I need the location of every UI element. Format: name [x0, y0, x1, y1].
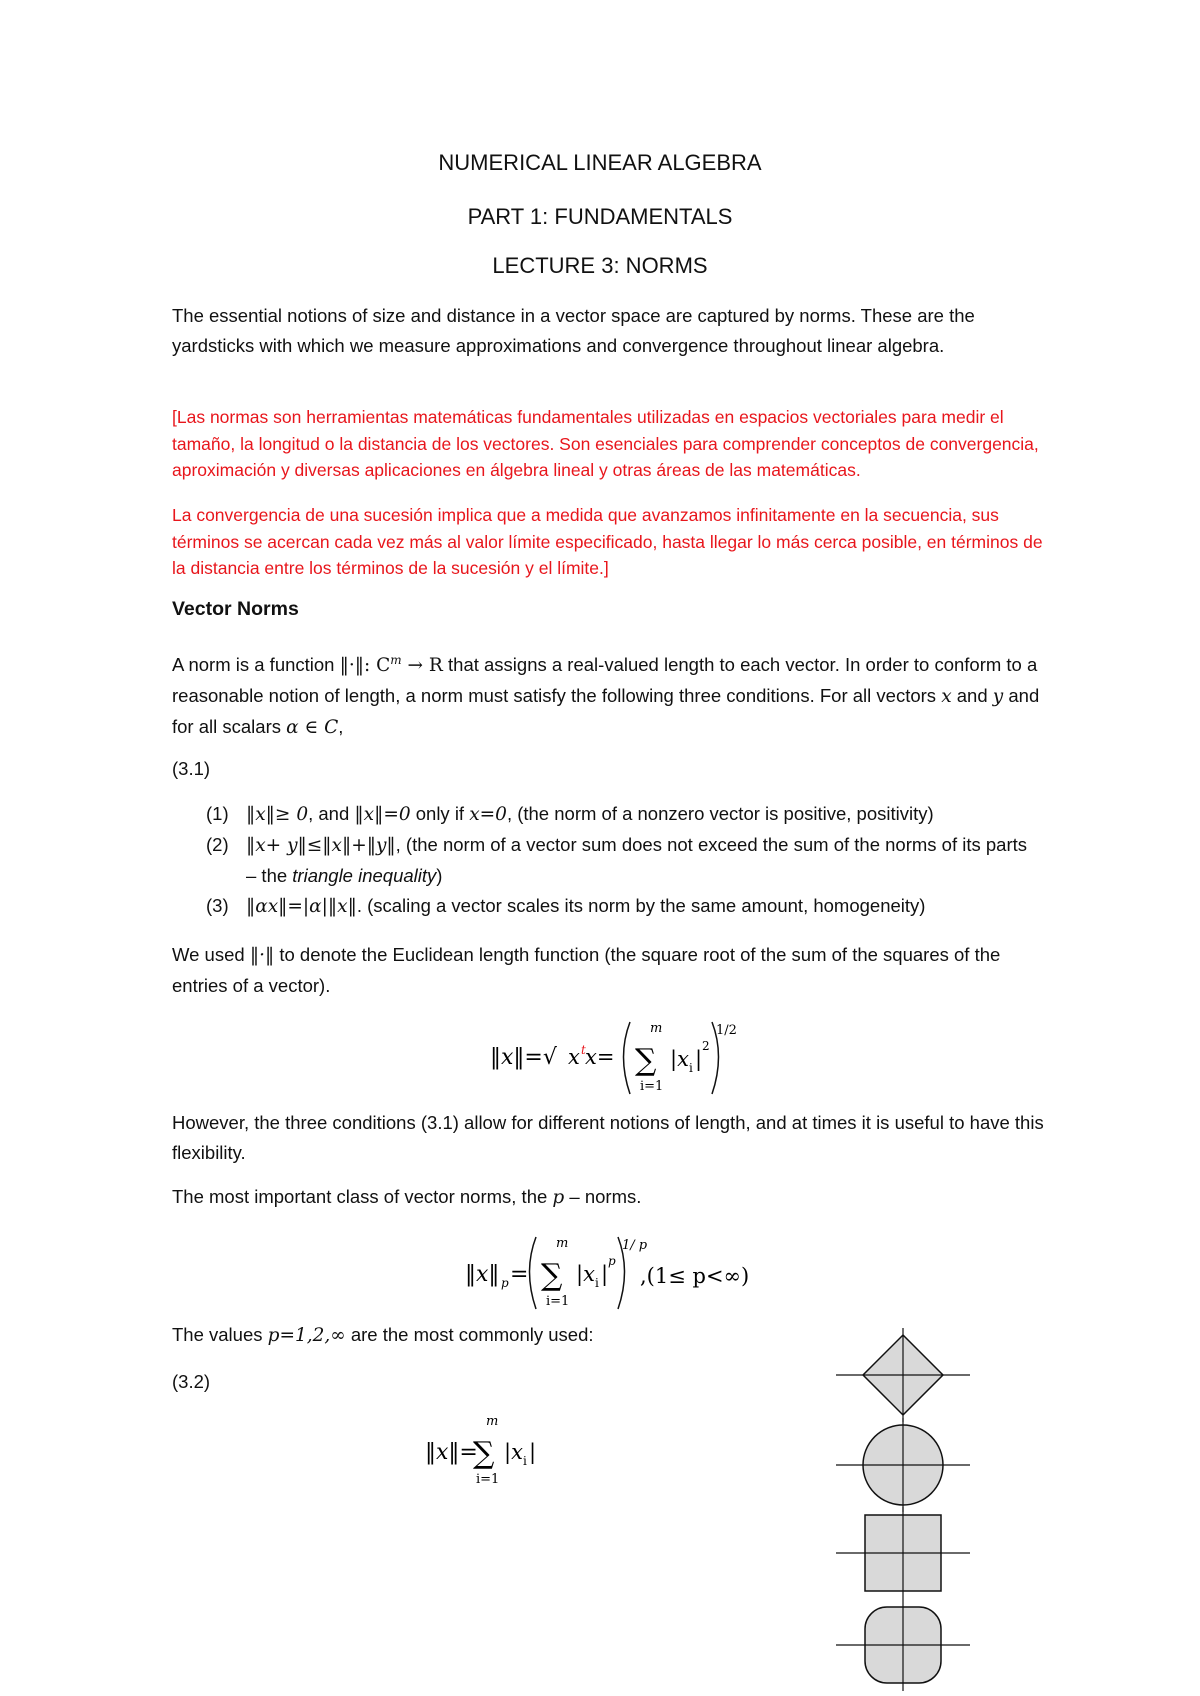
unit-ball-figure	[828, 1325, 978, 1695]
equation-ref-3-2: (3.2)	[172, 1371, 211, 1392]
values-text-b: are the most commonly used:	[345, 1324, 594, 1345]
eq-lhs: ‖x‖=	[425, 1440, 478, 1465]
spanish-paragraph-2: La convergencia de una sucesión implica que a medida que avanzamos infinitamente en la secuencia, sus términos se acercan cada vez más al valor límite especificado, hasta llegar lo más cerca posible, en términos de la distancia entre los términos de la sucesión y el límite.]	[172, 505, 1043, 578]
eq-sub-i: i	[595, 1276, 599, 1290]
part-title: PART 1: FUNDAMENTALS	[467, 204, 733, 229]
eq-lhs: ‖x‖=√	[490, 1045, 557, 1070]
however-paragraph: However, the three conditions (3.1) allow for different notions of length, and at times it is useful to have this flexibility.	[172, 1112, 1044, 1163]
circle-unit-ball	[836, 1418, 970, 1512]
eq-abs: |x	[670, 1047, 689, 1071]
eq-abs-end: |	[601, 1262, 609, 1286]
condition-1	[206, 799, 1036, 830]
left-paren	[624, 1022, 631, 1094]
euclidean-norm-equation	[480, 1010, 740, 1100]
spanish-paragraph-1: [Las normas son herramientas matemáticas fundamentales utilizadas en espacios vectoriales para medir el tamaño, la longitud o la distancia de los vectores. Son esenciales para comprender conceptos de convergencia, aproximación y diversas aplicaciones en álgebra lineal y otras áreas de las matemáticas.	[172, 407, 1039, 480]
def-text-b: that assigns a real-valued length to each vector. In order to conform to a reasonable notion of length, a norm must satisfy the following three conditions. For all vectors	[172, 654, 1038, 707]
condition-text: , (the norm of a nonzero vector is positive, positivity)	[506, 803, 934, 824]
eq-xt: x	[568, 1045, 580, 1069]
euclid-math: ‖·‖	[249, 945, 275, 966]
condition-number: (3)	[206, 895, 229, 916]
sigma-symbol: ∑	[635, 1043, 657, 1078]
eq-range: ,(1≤ p<∞)	[640, 1264, 750, 1288]
lecture-title: LECTURE 3: NORMS	[492, 253, 708, 278]
eq-abs: |x	[576, 1262, 595, 1286]
eq-x2: x=	[585, 1045, 615, 1069]
sigma-symbol: ∑	[473, 1436, 495, 1471]
eq-equals: =	[510, 1262, 529, 1287]
euclidean-paragraph	[172, 940, 1052, 1001]
diamond-unit-ball	[836, 1328, 970, 1422]
def-math	[340, 655, 443, 676]
def-math-sup: m	[390, 653, 402, 667]
eq-sub: i	[689, 1061, 693, 1075]
condition-math: ‖x‖≥ 0	[246, 804, 309, 825]
eq-sub: i	[523, 1454, 527, 1468]
sum-lower: i=1	[546, 1294, 570, 1309]
values-text-a: The values	[172, 1324, 268, 1345]
condition-number: (1)	[206, 803, 229, 824]
condition-2	[206, 830, 1036, 891]
sigma-symbol: ∑	[541, 1258, 563, 1293]
condition-math: ‖αx‖=|α|‖x‖	[246, 896, 357, 917]
eq-lhs: ‖x‖	[465, 1262, 500, 1287]
document-title: NUMERICAL LINEAR ALGEBRA	[438, 150, 762, 175]
section-heading: Vector Norms	[172, 598, 299, 620]
def-alpha: α ∈ C	[286, 717, 339, 739]
condition-number: (2)	[206, 834, 229, 855]
pnorm-p: p	[552, 1187, 565, 1208]
sum-lower: i=1	[476, 1472, 500, 1487]
condition-text: only if	[410, 803, 470, 824]
def-text-c: and for all scalars	[172, 685, 1040, 738]
condition-3	[206, 891, 1036, 922]
pnorm-text-a: The most important class of vector norms, the	[172, 1186, 553, 1207]
pnorm-text-b: – norms.	[564, 1186, 642, 1207]
sum-lower: i=1	[640, 1079, 664, 1094]
p-norm-equation	[460, 1225, 760, 1315]
def-and: and	[951, 685, 993, 707]
one-norm-equation	[420, 1405, 570, 1490]
eq-pow: p	[608, 1254, 616, 1268]
left-paren	[530, 1237, 537, 1309]
condition-text: , and	[308, 803, 355, 824]
def-math-arrow: → R	[401, 655, 443, 677]
sum-upper: m	[556, 1236, 569, 1251]
eq-pow: 2	[702, 1039, 710, 1053]
condition-math: ‖x‖=0	[354, 804, 411, 825]
norm-definition	[172, 645, 1052, 743]
def-x: x	[941, 686, 952, 708]
eq-outer-exp: 1/2	[716, 1023, 737, 1038]
rounded-square-unit-ball	[836, 1599, 970, 1691]
sum-upper: m	[486, 1414, 499, 1429]
triangle-inequality-term: triangle inequality	[292, 865, 437, 886]
eq-outer-exp: 1/ p	[622, 1238, 648, 1253]
condition-math: ‖x+ y‖≤‖x‖+‖y‖	[246, 835, 396, 856]
condition-text: . (scaling a vector scales its norm by the same amount, homogeneity)	[356, 895, 926, 916]
euclid-text-a: We used	[172, 944, 250, 965]
sum-upper: m	[650, 1021, 663, 1036]
def-math-main: ‖·‖: C	[339, 655, 391, 677]
def-y: y	[992, 686, 1004, 708]
condition-text: , (the norm of a vector sum does not exceed the sum of the norms of its parts – the	[246, 834, 1028, 886]
eq-sub: p	[501, 1276, 509, 1290]
square-unit-ball	[836, 1507, 970, 1599]
eq-t: t	[581, 1043, 586, 1057]
intro-paragraph: The essential notions of size and distance in a vector space are captured by norms. These are the yardsticks with which we measure approximations and convergence throughout linear algebra.	[172, 305, 975, 356]
condition-text: )	[436, 865, 443, 886]
conditions-list	[206, 799, 1036, 922]
condition-math: x=0	[469, 804, 507, 825]
eq-abs-end: |	[529, 1440, 537, 1464]
def-text-a: A norm is a function	[172, 654, 340, 676]
pnorm-intro	[172, 1182, 1052, 1213]
eq-abs: |x	[504, 1440, 523, 1464]
eq-abs-end: |	[695, 1047, 703, 1071]
values-math: p=1,2,∞	[267, 1325, 346, 1346]
def-end: ,	[338, 716, 344, 738]
euclid-text-b: to denote the Euclidean length function (the square root of the sum of the squares of the entries of a vector).	[172, 944, 1001, 996]
equation-ref-3-1: (3.1)	[172, 758, 211, 779]
